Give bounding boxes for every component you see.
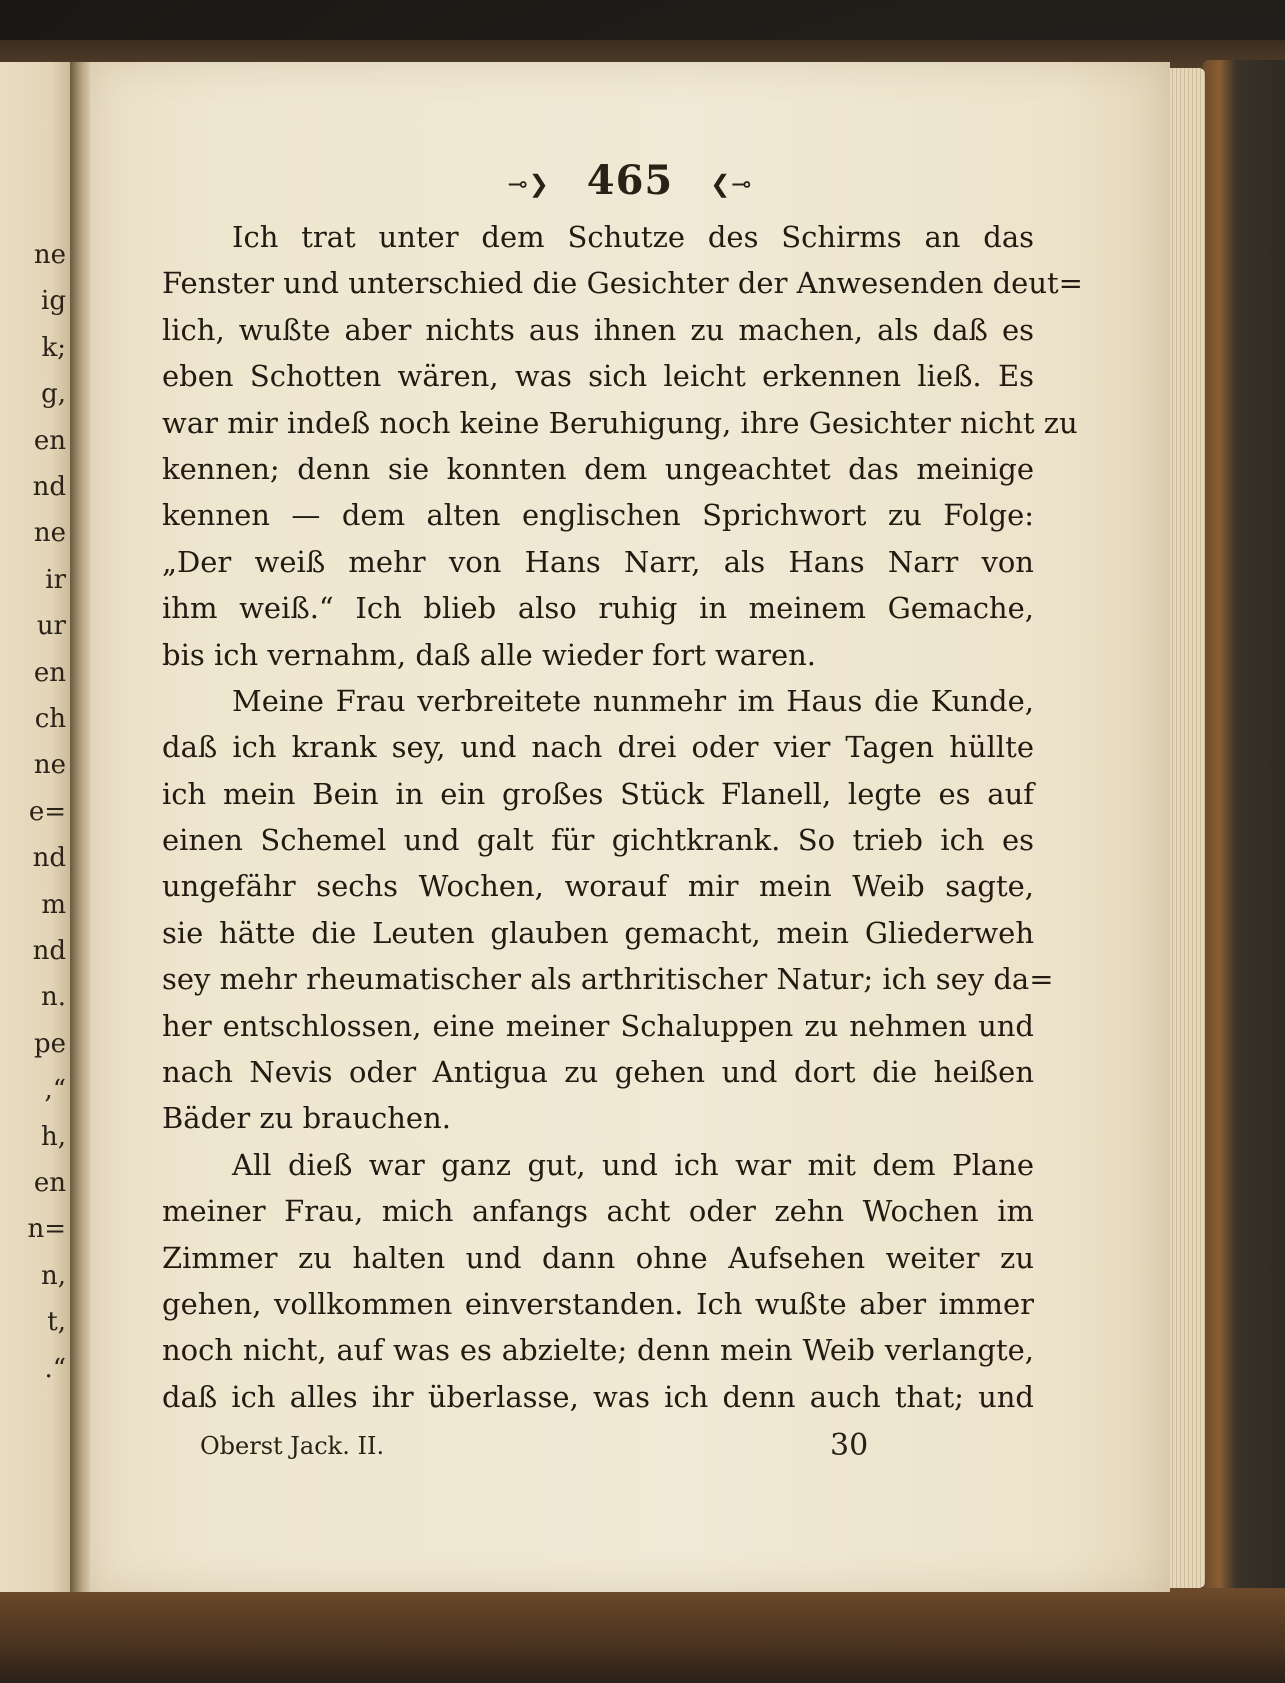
- printer-signature: Oberst Jack. II.: [200, 1432, 385, 1460]
- text-line: bis ich vernahm, daß alle wieder fort waren.: [162, 637, 817, 672]
- text-line: sie hätte die Leuten glauben gemacht, mein Gliederweh: [162, 915, 1034, 950]
- text-line: noch nicht, auf was es abzielte; denn mein Weib verlangte,: [162, 1333, 1034, 1368]
- left-page-fragment: en: [33, 425, 66, 456]
- text-line: Fenster und unterschied die Gesichter der Anwesenden deut=: [162, 266, 1083, 301]
- page-stack-edge: [1165, 68, 1205, 1588]
- text-line: Zimmer zu halten und dann ohne Aufsehen weiter zu: [162, 1240, 1034, 1275]
- text-line: einen Schemel und galt für gichtkrank. So trieb ich es: [162, 823, 1034, 858]
- text-line: ungefähr sechs Wochen, worauf mir mein Weib sagte,: [162, 869, 1034, 904]
- text-line: lich, wußte aber nichts aus ihnen zu machen, als daß es: [162, 312, 1034, 347]
- text-line: eben Schotten wären, was sich leicht erkennen ließ. Es: [162, 359, 1034, 394]
- left-page-fragment: en: [33, 1168, 66, 1198]
- left-page-fragment: pe: [33, 1028, 66, 1059]
- text-line: ihm weiß.“ Ich blieb also ruhig in meinem Gemache,: [162, 591, 1034, 626]
- left-page-fragment: nd: [32, 472, 66, 502]
- text-line: Meine Frau verbreitete nunmehr im Haus die Kunde,: [232, 683, 1034, 718]
- left-page-fragment: m: [41, 889, 66, 920]
- left-page-fragment: ,“: [44, 1075, 66, 1106]
- page-number: 465: [586, 157, 674, 204]
- left-page-fragment: t,: [47, 1307, 66, 1338]
- left-page-fragment: g,: [41, 379, 66, 410]
- left-page-fragment: n,: [40, 1260, 66, 1291]
- left-page-fragment: h,: [40, 1121, 66, 1152]
- left-page-fragment: ig: [41, 286, 66, 317]
- left-page-fragment: ne: [33, 518, 66, 549]
- page-header: [90, 157, 1170, 204]
- left-page-fragment: en: [33, 657, 66, 688]
- left-page-fragment: e=: [28, 796, 66, 827]
- text-line: war mir indeß noch keine Beruhigung, ihre Gesichter nicht zu: [162, 405, 1078, 440]
- left-page-fragment: ch: [34, 704, 66, 734]
- sheet-number: 30: [830, 1428, 869, 1463]
- left-page-fragment: ur: [36, 611, 66, 642]
- left-page-edge: [0, 62, 72, 1592]
- left-page-fragment: k;: [41, 332, 66, 363]
- text-line: Ich trat unter dem Schutze des Schirms an das: [232, 220, 1034, 254]
- text-line: sey mehr rheumatischer als arthritischer Natur; ich sey da=: [162, 962, 1054, 997]
- text-line: „Der weiß mehr von Hans Narr, als Hans Narr von: [162, 544, 1034, 579]
- page-footer: [90, 1428, 1170, 1472]
- text-line: daß ich krank sey, und nach drei oder vier Tagen hüllte: [162, 730, 1034, 765]
- book-cover-right: [1203, 60, 1285, 1620]
- left-page-fragment: .“: [44, 1353, 66, 1384]
- book-page: [90, 62, 1170, 1592]
- left-page-fragment: ir: [45, 564, 66, 595]
- left-page-fragment: n=: [27, 1214, 66, 1245]
- left-page-fragment: ne: [33, 750, 66, 781]
- left-page-fragment: n.: [40, 982, 66, 1013]
- header-ornament-left: ⊸❯: [507, 170, 550, 198]
- text-line: ich mein Bein in ein großes Stück Flanell, legte es auf: [162, 776, 1034, 811]
- text-line: daß ich alles ihr überlasse, was ich denn auch that; und: [162, 1379, 1034, 1414]
- book-cover-bottom: [0, 1588, 1285, 1683]
- text-line: nach Nevis oder Antigua zu gehen und dort die heißen: [162, 1055, 1034, 1090]
- left-page-fragment: nd: [32, 936, 66, 966]
- header-ornament-right: ❮⊸: [710, 170, 753, 198]
- text-line: her entschlossen, eine meiner Schaluppen zu nehmen und: [162, 1008, 1034, 1043]
- body-text: [162, 214, 1083, 1420]
- text-line: gehen, vollkommen einverstanden. Ich wußte aber immer: [162, 1286, 1034, 1321]
- text-line: Bäder zu brauchen.: [162, 1101, 451, 1136]
- left-page-fragment: ne: [33, 240, 66, 270]
- text-line: kennen — dem alten englischen Sprichwort zu Folge:: [162, 498, 1034, 533]
- left-page-fragment: nd: [32, 843, 66, 874]
- text-line: All dieß war ganz gut, und ich war mit dem Plane: [232, 1147, 1034, 1182]
- text-line: meiner Frau, mich anfangs acht oder zehn Wochen im: [162, 1194, 1034, 1229]
- text-line: kennen; denn sie konnten dem ungeachtet das meinige: [162, 451, 1034, 486]
